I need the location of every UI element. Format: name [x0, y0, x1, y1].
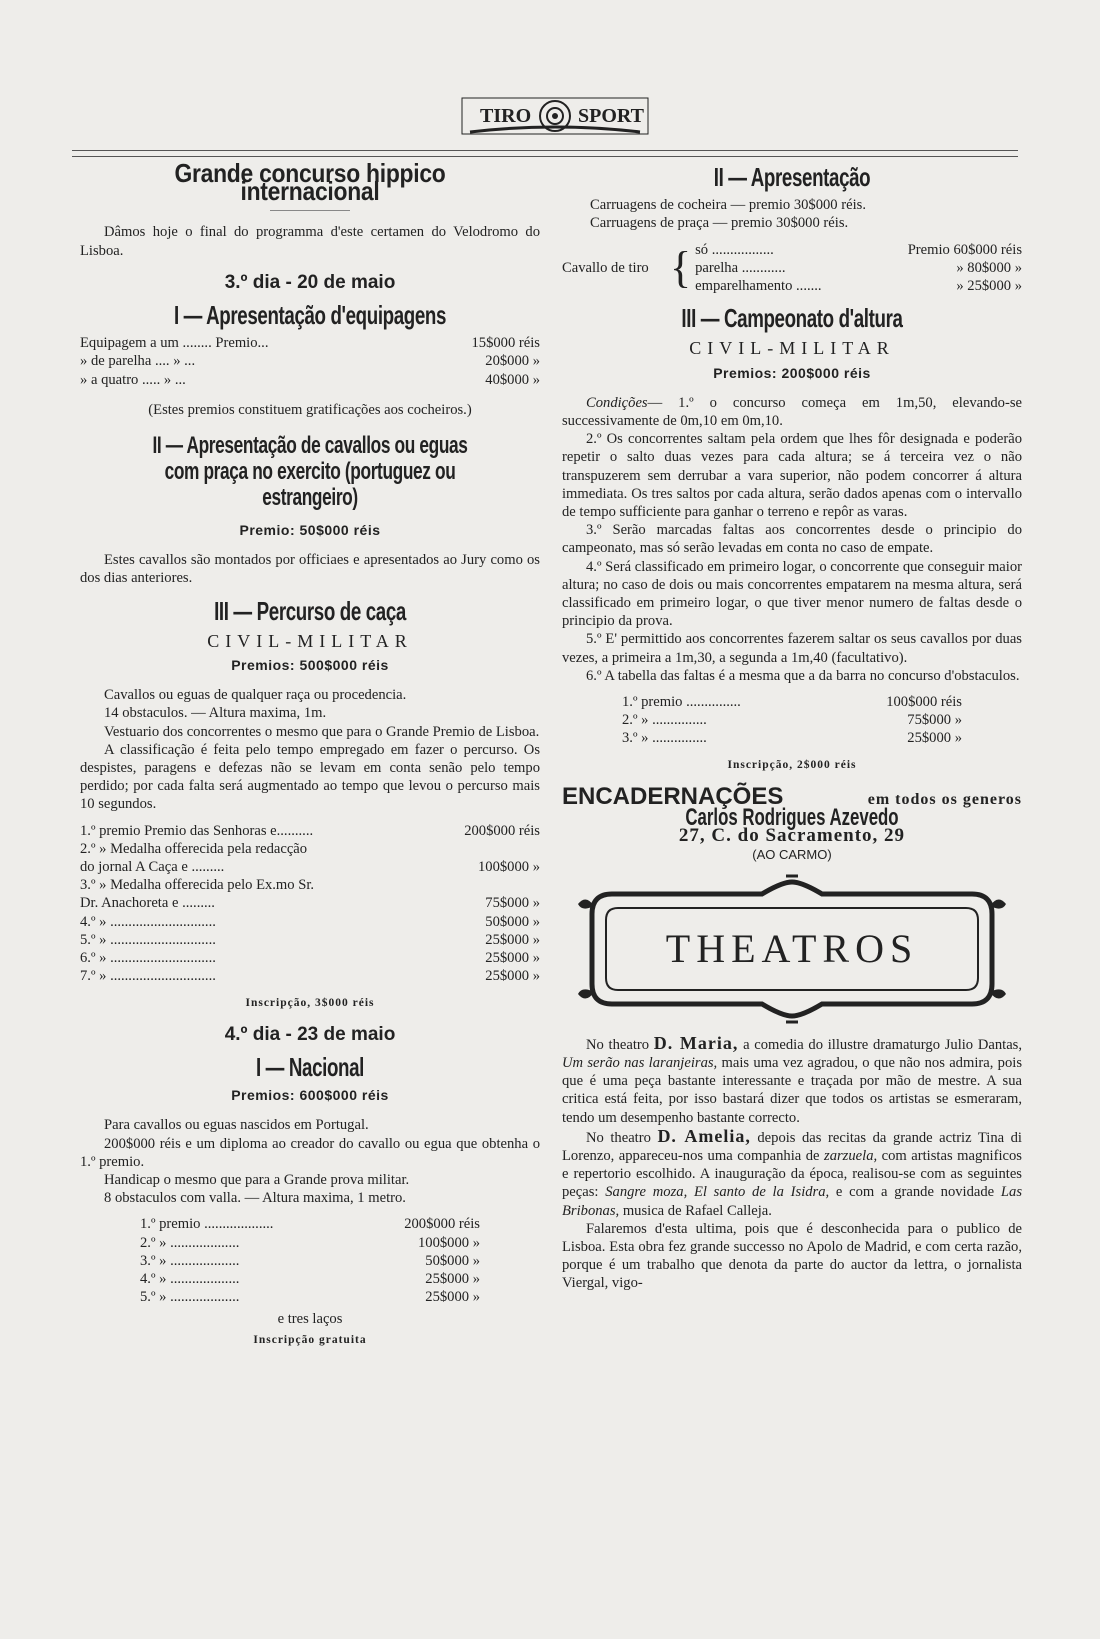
cavallo-tiro-block [562, 241, 1022, 296]
condicao-6: 6.º A tabella das faltas é a mesma que a da barra no concurso d'obstaculos. [586, 667, 1020, 684]
condicao-5: 5.º E' permittido aos concorrentes fazerem saltar os seus cavallos por duas vezes, a primeira a 1m,30, a segunda a 1m,40 (facultativo). [562, 631, 1022, 666]
section3-premios: Premios: 500$000 réis [231, 657, 389, 674]
prize-row: » de parelha .... » ... 20$000 » [80, 353, 540, 370]
ad-location: (AO CARMO) [752, 846, 832, 862]
theatre-paragraph-3: Falaremos d'esta ultima, pois que é desconhecida para o publico de Lisboa. Esta obra fez grande successo no Apolo de Madrid, e com certa razão, porque é um trabalho que denota da parte do auctor da lettra, o jornalista Viergal, vigo- [562, 1220, 1022, 1292]
prize-row: emparelhamento ....... » 25$000 » [695, 278, 1022, 295]
section1-prize-list [80, 334, 540, 389]
cavallo-tiro-label: Cavallo de tiro [562, 259, 649, 276]
article-title: Grande concurso hippico internacional [174, 158, 446, 207]
header-rule [72, 150, 1018, 151]
svg-text:SPORT: SPORT [578, 105, 644, 127]
section3-civil-militar: CIVIL-MILITAR [207, 630, 413, 651]
section3-inscricao: Inscripção, 3$000 réis [245, 996, 375, 1009]
theatros-banner [572, 874, 1012, 1024]
ad-name: Carlos Rodrigues Azevedo [685, 804, 899, 832]
prize-row: 7.º » ............................. 25$000 » [80, 968, 540, 985]
condicao-2: 2.º Os concorrentes saltam pela ordem que lhes fôr designada e poderão repetir o salto duas vezes para cada altura; se á terceira vez o não transpuzerem sem derrubar a vara superior, não podem concorrer á altura immediata. Os tres saltos por cada altura, serão dados apenas com o intervallo de tempo sufficiente para ganhar o terreno e repôr as varas. [562, 431, 1022, 521]
prize-row: 6.º » ............................. 25$000 » [80, 950, 540, 967]
prize-row: 3.º » ............... 25$000 » [622, 730, 962, 747]
section3-title: III — Percurso de caça [214, 595, 406, 626]
r3-prize-list [562, 693, 1022, 748]
section3-paragraph: 14 obstaculos. — Altura maxima, 1m. [104, 705, 327, 722]
prize-row: 3.º » Medalha offerecida pelo Ex.mo Sr. [80, 877, 315, 894]
section3-paragraph: Cavallos ou eguas de qualquer raça ou procedencia. [104, 687, 407, 704]
section2-premio: Premio: 50$000 réis [239, 522, 381, 539]
nacional-paragraph: 200$000 réis e um diploma ao creador do cavallo ou egua que obtenha o 1.º premio. [80, 1135, 540, 1170]
day3-heading: 3.º dia - 20 de maio [224, 271, 396, 293]
ad-encadernacoes: ENCADERNAÇÕES [562, 782, 784, 810]
prize-row: parelha ............ » 80$000 » [695, 259, 1022, 276]
section1-note: (Estes premios constituem gratificações aos cocheiros.) [148, 401, 472, 418]
section2-text: Estes cavallos são montados por officiaes e apresentados ao Jury como os dos dias anteriores. [80, 552, 540, 587]
section2-title: II — Apresentação de cavallos ou eguas com praça no exercito (portuguez ou estrangeiro) [152, 432, 468, 512]
bookbinding-ad [562, 782, 1022, 864]
nacional-prize-list [80, 1215, 540, 1306]
theatros-heading: THEATROS [665, 925, 919, 971]
masthead-logo [460, 92, 650, 140]
ad-address: 27, C. do Sacramento, 29 [678, 825, 906, 847]
prize-row: 1.º premio ................... 200$000 réis [140, 1216, 480, 1233]
prize-row: 2.º » Medalha offerecida pela redacção [80, 840, 308, 857]
nacional-title: I — Nacional [255, 1051, 365, 1082]
svg-text:TIRO: TIRO [480, 105, 532, 127]
nacional-paragraph: Handicap o mesmo que para a Grande prova militar. [104, 1171, 410, 1188]
section3-paragraph: Vestuario dos concorrentes o mesmo que para o Grande Premio de Lisboa. [104, 723, 540, 740]
tiro-prize-list [695, 241, 1022, 296]
nacional-paragraph: Para cavallos ou eguas nascidos em Portugal. [104, 1117, 369, 1134]
prize-row: Equipagem a um ........ Premio... 15$000 réis [80, 335, 540, 352]
nacional-inscricao: Inscripção gratuita [253, 1333, 367, 1346]
prize-row: só ................. Premio 60$000 réis [695, 241, 1022, 258]
brace: { [670, 242, 692, 292]
prize-row: 5.º » ................... 25$000 » [140, 1289, 480, 1306]
r2-title: II — Apresentação [713, 162, 871, 192]
condicao-4: 4.º Será classificado em primeiro logar, o concorrente que conseguir maior altura; no caso de dois ou mais concorrentes empatarem na mesma altura, será classificado em primeiro logar, o que tiver menor numero de faltas desde o principio da prova. [562, 558, 1022, 630]
intro-paragraph: Dâmos hoje o final do programma d'este certamen do Velodromo do Lisboa. [80, 224, 540, 259]
prize-row: » a quatro ..... » ... 40$000 » [80, 371, 540, 388]
r3-inscricao: Inscripção, 2$000 réis [727, 758, 857, 771]
section1-title: I — Apresentação d'equipagens [173, 300, 447, 331]
prize-row: 2.º » ............... 75$000 » [622, 712, 962, 729]
theatre-paragraph-1: No theatro D. Maria, a comedia do illustre dramaturgo Julio Dantas, Um serão nas laranjeiras, mais uma vez agradou, o que não nos admira, pois que é uma peça bastante interessante e traçada por mão de mestre. A sua critica está feita, por isso bastará dizer que todos os artistas se esmeraram, tendo um desempenho bastante correcto. [562, 1032, 1022, 1126]
r3-civil-militar: CIVIL-MILITAR [689, 338, 895, 359]
theatre-paragraph-2: No theatro D. Amelia, depois das recitas da grande actriz Tina di Lorenzo, appareceu-nos uma companhia de zarzuela, com artistas magnificos e repertorio escolhido. A inauguração da época, realisou-se com as seguintes peças: Sangre moza, El santo de la Isidra, e com a grande novidade Las Bribonas, musica de Rafael Calleja. [562, 1125, 1022, 1219]
day4-heading: 4.º dia - 23 de maio [224, 1023, 396, 1045]
r2-paragraph: Carruagens de praça — premio 30$000 réis. [590, 215, 849, 232]
prize-row: 1.º premio ............... 100$000 réis [622, 694, 962, 711]
prize-row: 3.º » ................... 50$000 » [140, 1252, 480, 1269]
condicao-3: 3.º Serão marcadas faltas aos concorrentes desde o principio do campeonato, mas só serão levadas em conta no caso de empate. [562, 522, 1022, 557]
right-column [562, 164, 1022, 1293]
section3-paragraph: A classificação é feita pelo tempo empregado em fazer o percurso. Os despistes, paragens e defezas não se levam em conta senão pelo tempo perdido; por cada falta será augmentado ao tempo que levou o percurso mais 10 segundos. [80, 741, 540, 813]
r3-title: III — Campeonato d'altura [681, 303, 903, 334]
ad-generos: em todos os generos [867, 790, 1022, 808]
prize-row: do jornal A Caça e ......... 100$000 » [80, 859, 540, 876]
nacional-premios: Premios: 600$000 réis [231, 1087, 389, 1104]
prize-row: Dr. Anachoreta e ......... 75$000 » [80, 895, 540, 912]
header-rule-2 [72, 156, 1018, 157]
r2-paragraph: Carruagens de cocheira — premio 30$000 réis. [590, 197, 866, 214]
title-rule [270, 210, 350, 211]
left-column [80, 158, 540, 1359]
nacional-paragraph: 8 obstaculos com valla. — Altura maxima, 1 metro. [104, 1190, 406, 1207]
section3-prize-list [80, 822, 540, 986]
nacional-laces: e tres laços [277, 1311, 343, 1328]
prize-row: 5.º » ............................. 25$000 » [80, 931, 540, 948]
r3-premios: Premios: 200$000 réis [713, 364, 871, 381]
prize-row: 4.º » ................... 25$000 » [140, 1270, 480, 1287]
prize-row: 1.º premio Premio das Senhoras e.......... 200$000 réis [80, 822, 540, 839]
prize-row: 2.º » ................... 100$000 » [140, 1234, 480, 1251]
condicao-1: Condições— 1.º o concurso começa em 1m,50, elevando-se successivamente de 0m,10 em 0m,10. [562, 394, 1022, 430]
prize-row: 4.º » ............................. 50$000 » [80, 913, 540, 930]
